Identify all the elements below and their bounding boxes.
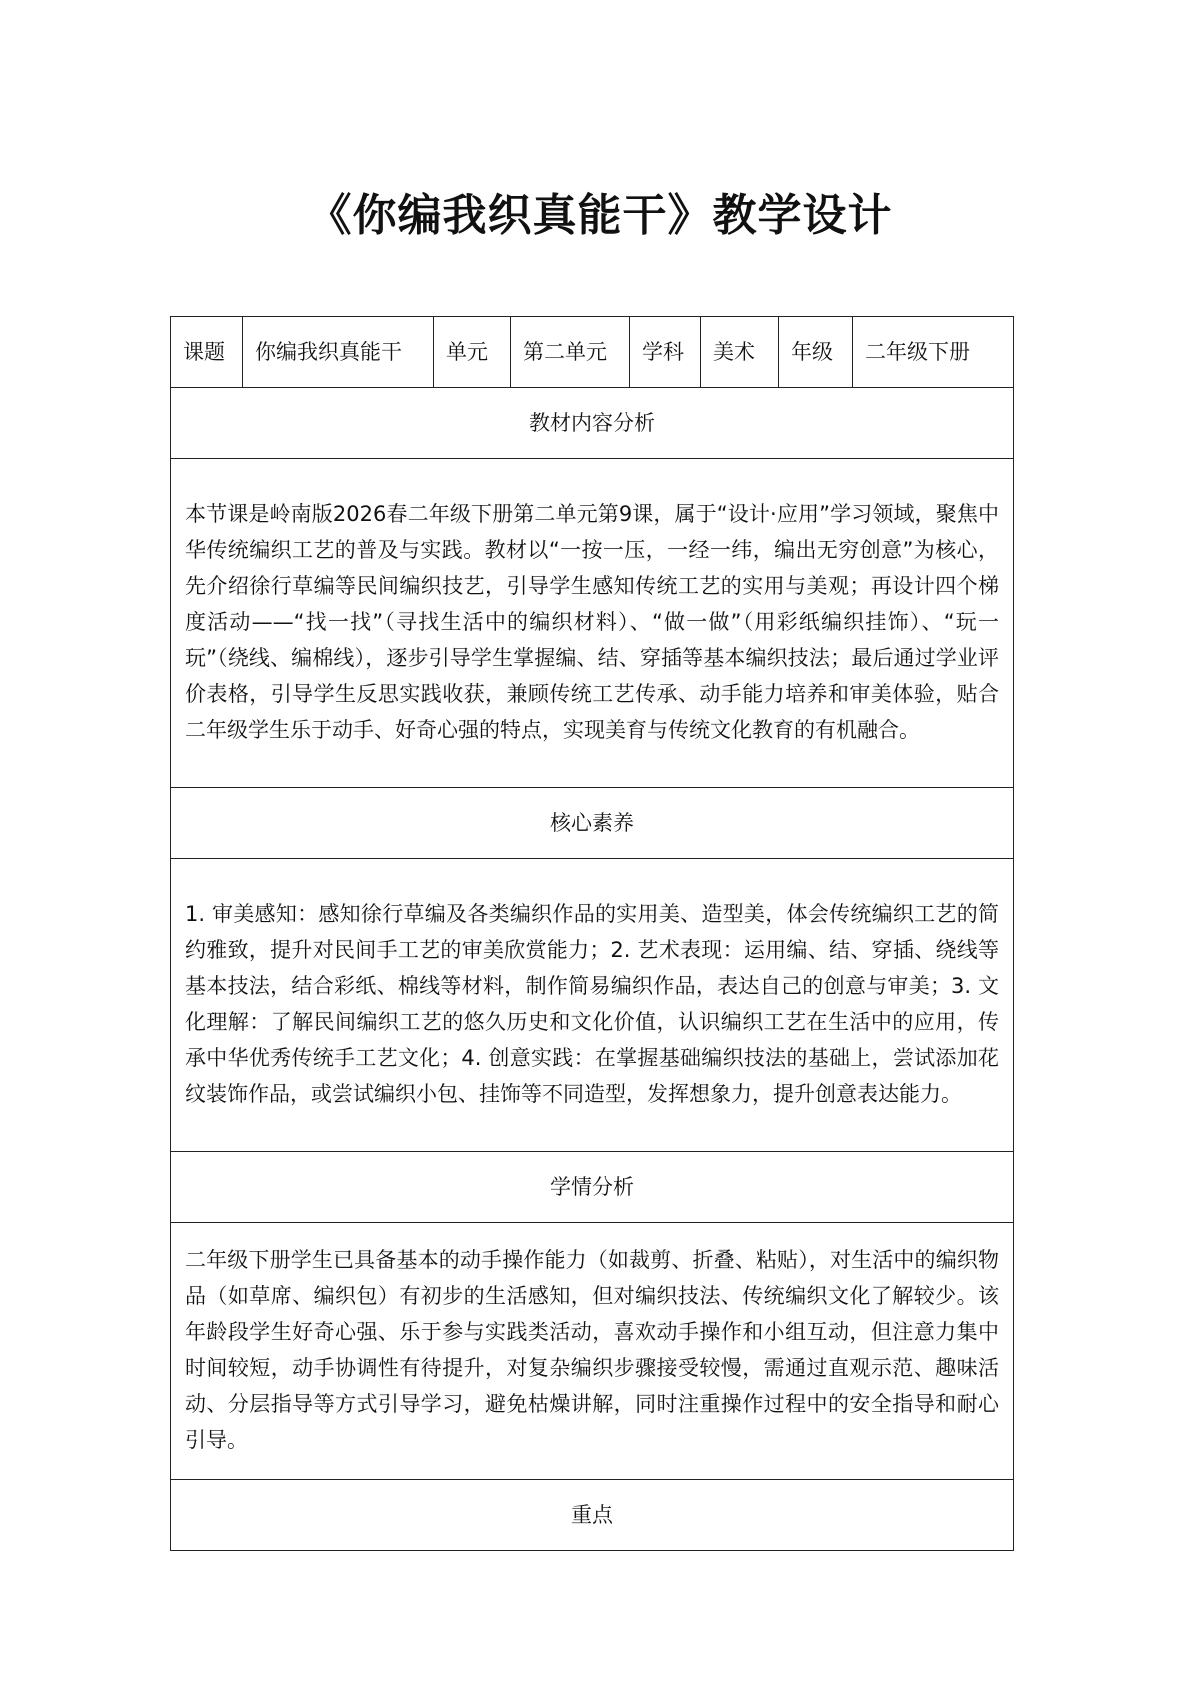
lesson-plan-table [170, 316, 1014, 1551]
page-title: 《你编我织真能干》教学设计 [307, 190, 893, 241]
section-body-row [171, 859, 1014, 1152]
subject-label: 学科 [630, 317, 701, 388]
section-heading-row [171, 1152, 1014, 1223]
topic-value: 你编我织真能干 [243, 317, 434, 388]
section-heading-row [171, 1480, 1014, 1551]
meta-row [171, 317, 1014, 388]
key-points-heading: 重点 [171, 1480, 1014, 1551]
topic-label: 课题 [171, 317, 243, 388]
material-analysis-text: 本节课是岭南版2026春二年级下册第二单元第9课，属于“设计·应用”学习领域，聚焦中华传统编织工艺的普及与实践。教材以“一按一压，一经一纬，编出无穷创意”为核心，先介绍徐行草编等民间编织技艺，引导学生感知传统工艺的实用与美观；再设计四个梯度活动——“找一找”（寻找生活中的编织材料）、“做一做”（用彩纸编织挂饰）、“玩一玩”（绕线、编棉线），逐步引导学生掌握编、结、穿插等基本编织技法；最后通过学业评价表格，引导学生反思实践收获，兼顾传统工艺传承、动手能力培养和审美体验，贴合二年级学生乐于动手、好奇心强的特点，实现美育与传统文化教育的有机融合。 [171, 459, 1014, 788]
material-analysis-heading: 教材内容分析 [171, 388, 1014, 459]
core-literacy-text: 1. 审美感知：感知徐行草编及各类编织作品的实用美、造型美，体会传统编织工艺的简约雅致，提升对民间手工艺的审美欣赏能力；2. 艺术表现：运用编、结、穿插、绕线等基本技法，结合彩纸、棉线等材料，制作简易编织作品，表达自己的创意与审美；3. 文化理解：了解民间编织工艺的悠久历史和文化价值，认识编织工艺在生活中的应用，传承中华优秀传统手工艺文化；4. 创意实践：在掌握基础编织技法的基础上，尝试添加花纹装饰作品，或尝试编织小包、挂饰等不同造型，发挥想象力，提升创意表达能力。 [171, 859, 1014, 1152]
grade-label: 年级 [779, 317, 853, 388]
section-body-row [171, 1223, 1014, 1480]
core-literacy-heading: 核心素养 [171, 788, 1014, 859]
unit-label: 单元 [434, 317, 511, 388]
grade-value: 二年级下册 [853, 317, 1014, 388]
subject-value: 美术 [701, 317, 779, 388]
learner-analysis-text: 二年级下册学生已具备基本的动手操作能力（如裁剪、折叠、粘贴），对生活中的编织物品（如草席、编织包）有初步的生活感知，但对编织技法、传统编织文化了解较少。该年龄段学生好奇心强、乐于参与实践类活动，喜欢动手操作和小组互动，但注意力集中时间较短，动手协调性有待提升，对复杂编织步骤接受较慢，需通过直观示范、趣味活动、分层指导等方式引导学习，避免枯燥讲解，同时注重操作过程中的安全指导和耐心引导。 [171, 1223, 1014, 1480]
section-heading-row [171, 788, 1014, 859]
learner-analysis-heading: 学情分析 [171, 1152, 1014, 1223]
section-heading-row [171, 388, 1014, 459]
unit-value: 第二单元 [511, 317, 630, 388]
section-body-row [171, 459, 1014, 788]
